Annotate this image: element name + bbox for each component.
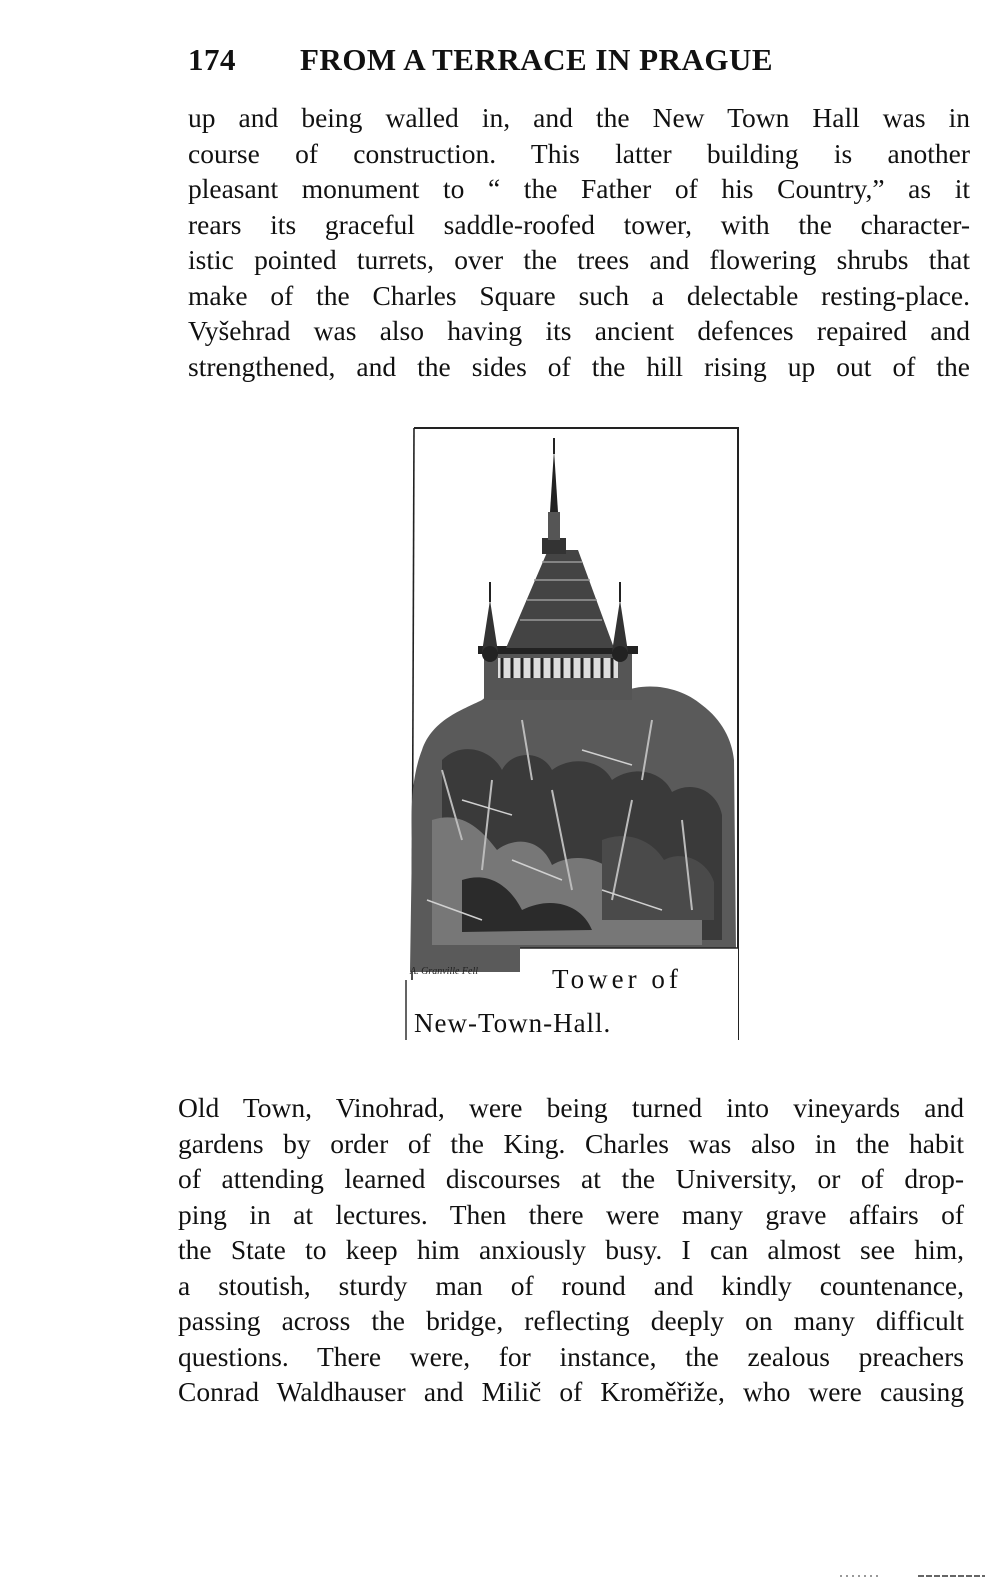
footer-scan-marks: [840, 1572, 990, 1580]
foliage: [410, 682, 736, 972]
text-line: Conrad Waldhauser and Milič of Kroměřiže, who were causing: [178, 1376, 964, 1407]
tower-drawing: [402, 420, 740, 1044]
running-head: [188, 42, 868, 86]
text-line: Old Town, Vinohrad, were being turned into vineyards and: [178, 1092, 964, 1123]
text-line: istic pointed turrets, over the trees and flowering shrubs that: [188, 244, 970, 275]
text-line: rears its graceful saddle-roofed tower, with the character-: [188, 208, 970, 240]
text-line: Vyšehrad was also having its ancient defences repaired and: [188, 315, 970, 346]
paragraph-top: [188, 100, 970, 384]
text-line: gardens by order of the King. Charles was also in the habit: [178, 1127, 964, 1159]
text-line: of attending learned discourses at the University, or of drop-: [178, 1163, 964, 1194]
text-line: ping in at lectures. Then there were many grave affairs of: [178, 1198, 964, 1230]
page-number: 174: [188, 42, 236, 77]
text-line: pleasant monument to “ the Father of his Country,” as it: [188, 173, 970, 204]
illustration-tower-of-new-town-hall: [402, 420, 740, 1044]
artist-signature: A. Granville Fell: [410, 966, 479, 977]
running-title: FROM A TERRACE IN PRAGUE: [300, 42, 774, 77]
text-line: course of construction. This latter building is another: [188, 137, 970, 169]
text-line: the State to keep him anxiously busy. I can almost see him,: [178, 1234, 964, 1265]
text-line: up and being walled in, and the New Town Hall was in: [188, 102, 970, 133]
text-line: strengthened, and the sides of the hill rising up out of the: [188, 350, 970, 382]
text-line: make of the Charles Square such a delectable resting-place.: [188, 279, 970, 311]
caption-line-1: Tower of: [552, 964, 682, 994]
tower-roof: [506, 438, 614, 648]
text-line: a stoutish, sturdy man of round and kindly countenance,: [178, 1269, 964, 1301]
text-line: passing across the bridge, reflecting deeply on many difficult: [178, 1305, 964, 1336]
caption-line-2: New-Town-Hall.: [414, 1008, 612, 1038]
text-line: questions. There were, for instance, the zealous preachers: [178, 1340, 964, 1372]
paragraph-bottom: [178, 1090, 964, 1410]
